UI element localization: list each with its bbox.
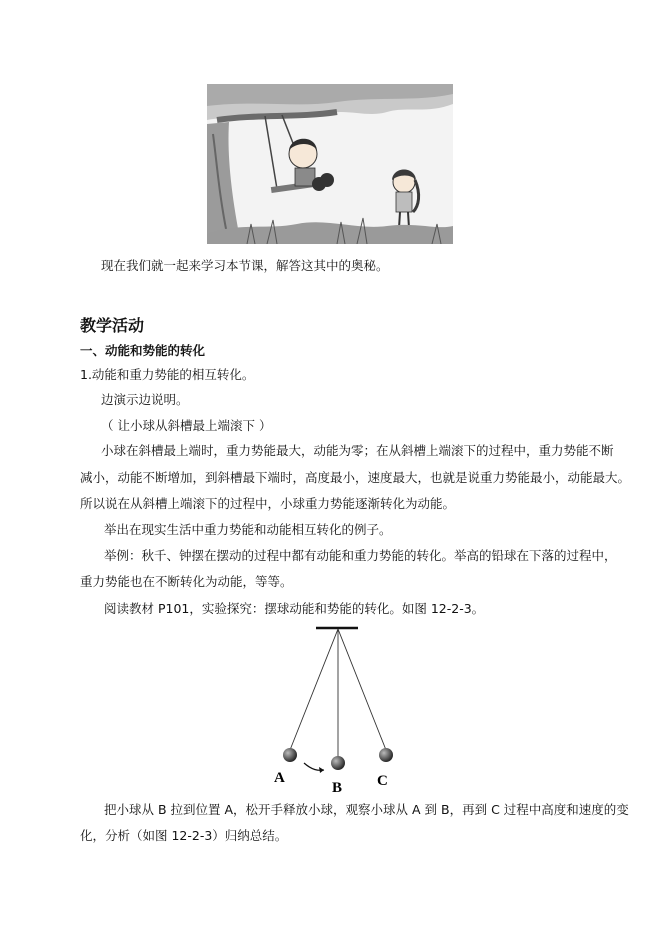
intro-text: 现在我们就一起来学习本节课，解答这其中的奥秘。 (101, 258, 389, 273)
subsection-title: 一、动能和势能的转化 (80, 343, 206, 358)
section-title: 教学活动 (80, 316, 145, 335)
paragraph-line: 小球在斜槽最上端时，重力势能最大，动能为零；在从斜槽上端滚下的过程中，重力势能不断 (101, 443, 614, 458)
ball-c (379, 748, 393, 762)
paragraph-line: 边演示边说明。 (101, 392, 189, 407)
label-b: B (332, 780, 343, 796)
paragraph-line: 化，分析（如图 12-2-3）归纳总结。 (80, 828, 288, 843)
paragraph-line: 所以说在从斜槽上端滚下的过程中，小球重力势能逐渐转化为动能。 (80, 496, 456, 511)
string-c (338, 629, 386, 750)
paragraph-line: 阅读教材 P101，实验探究：摆球动能和势能的转化。如图 12-2-3。 (104, 601, 485, 616)
ball-a (283, 748, 297, 762)
paragraph-line: 减小，动能不断增加，到斜槽最下端时，高度最小，速度最大，也就是说重力势能最小，动能最大。 (80, 470, 631, 485)
string-a (290, 629, 338, 750)
swing-illustration (207, 84, 453, 244)
paragraph-line: 把小球从 B 拉到位置 A，松开手释放小球，观察小球从 A 到 B，再到 C 过程中高度和速度的变 (104, 802, 629, 817)
paragraph-line: 举出在现实生活中重力势能和动能相互转化的例子。 (104, 522, 392, 537)
pendulum-diagram (260, 622, 410, 797)
ball-b (331, 756, 345, 770)
paragraph-line: （ 让小球从斜槽最上端滚下 ） (101, 418, 272, 433)
label-a: A (274, 770, 285, 786)
paragraph-line: 重力势能也在不断转化为动能，等等。 (80, 574, 293, 589)
paragraph-line: 1.动能和重力势能的相互转化。 (80, 367, 255, 382)
label-c: C (377, 773, 388, 789)
paragraph-line: 举例：秋千、钟摆在摆动的过程中都有动能和重力势能的转化。举高的铅球在下落的过程中， (104, 548, 617, 563)
